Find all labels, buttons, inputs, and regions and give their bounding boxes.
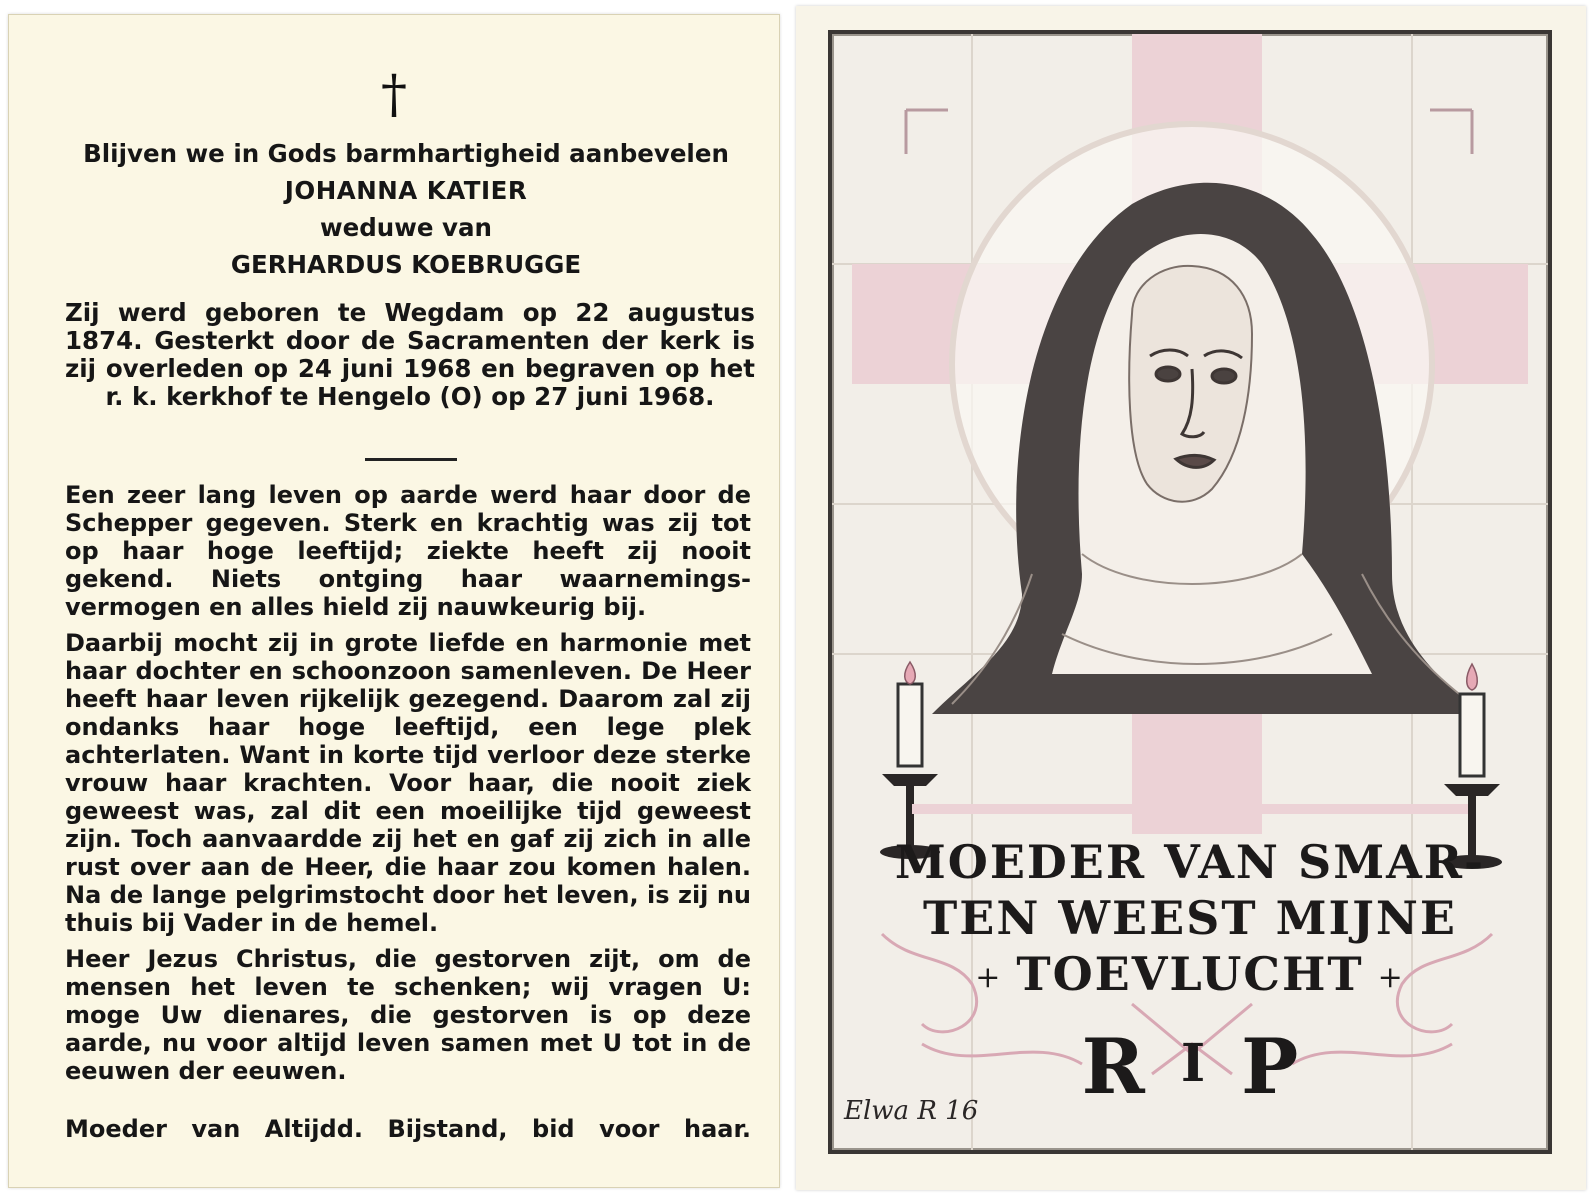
header-block — [61, 135, 751, 283]
motto-line-1: MOEDER VAN SMAR- — [894, 835, 1486, 889]
spouse-name: GERHARDUS KOEBRUGGE — [230, 250, 582, 279]
memorial-text — [65, 481, 751, 1093]
rip-letter-i: I — [1180, 1033, 1206, 1094]
plus-left: + — [975, 960, 1003, 995]
rip-letter-r: R — [1081, 1022, 1145, 1111]
closing-prayer: Moeder van Altijdd. Bijstand, bid voor haar. — [65, 1115, 751, 1143]
divider-line — [365, 458, 457, 461]
mater-dolorosa-illustration — [828, 30, 1552, 1154]
motto-line-2: TEN WEEST MIJNE — [923, 891, 1457, 945]
paragraph: Daarbij mocht zij in grote liefde en harmonie met haar dochter en schoonzoon samenleven. De Heer heeft haar leven rijkelijk gezegend. Daarom zal zij ondanks haar hoge leeftijd, een lege plek achterlaten. Want in korte tijd verloor deze sterke vrouw haar krachten. Voor haar, die nooit ziek geweest was, zal dit een moeilijke tijd geweest zijn. Toch aanvaardde zij het en gaf zij zich in alle rust over aan de Heer, die haar zou komen halen. Na de lange pelgrimstocht door het leven, is zij nu thuis bij Vader in de hemel. — [65, 629, 751, 937]
paragraph: Heer Jezus Christus, die gestorven zijt, om de mensen het leven te schenken; wij vragen U: moge Uw dienares, die gestorven is op deze aarde, nu voor altijd leven samen met U tot in de eeuwen der eeuwen. — [65, 945, 751, 1085]
motto-text — [832, 834, 1548, 1006]
memorial-card-text-side — [8, 14, 780, 1188]
memorial-card-image-side — [796, 6, 1586, 1190]
deceased-name: JOHANNA KATIER — [284, 176, 528, 205]
birth-death-details: Zij werd geboren te Wegdam op 22 augustus 1874. Gesterkt door de Sacramenten der kerk is zij overleden op 24 juni 1968 en begraven op het r. k. kerkhof te Hengelo (O) op 27 juni 1968. — [65, 298, 755, 411]
candle-left-icon — [880, 662, 940, 859]
widow-of-label: weduwe van — [320, 213, 492, 242]
intro-line: Blijven we in Gods barmhartigheid aanbevelen — [83, 139, 729, 168]
motto-line-3 — [832, 946, 1548, 1006]
paragraph: Een zeer lang leven op aarde werd haar door de Schepper gegeven. Sterk en krachtig was zij tot op haar hoge leeftijd; ziekte heeft zij nooit gekend. Niets ontging haar waarnemingsvermogen en alles hield zij nauwkeurig bij. — [65, 481, 751, 621]
cross-icon: † — [381, 65, 407, 125]
motto-line-3-text: TOEVLUCHT — [1016, 947, 1364, 1001]
rip-letter-p: P — [1241, 1022, 1299, 1111]
plus-right: + — [1377, 960, 1405, 995]
banner-band — [912, 804, 1468, 814]
publisher-signature: Elwa R 16 — [844, 1096, 979, 1126]
